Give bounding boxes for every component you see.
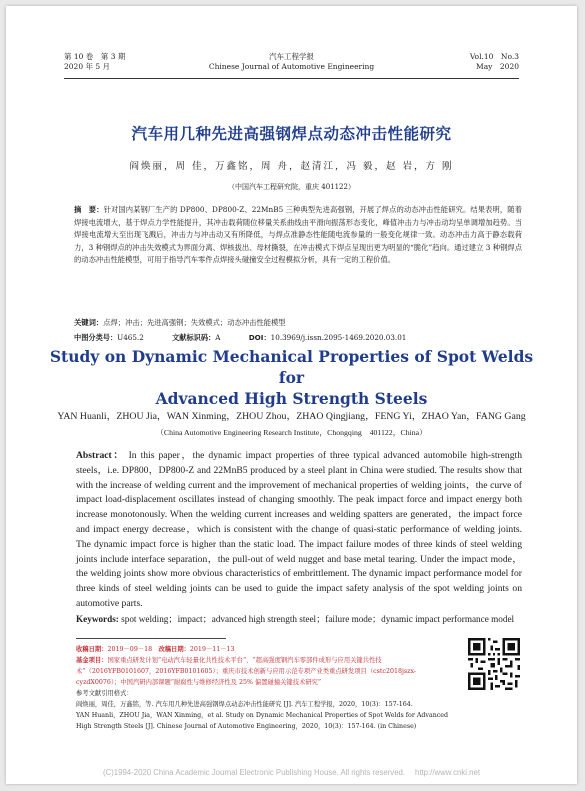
header-volume-en: Vol.10 No.3 (469, 52, 519, 61)
abstract-zh (74, 204, 522, 267)
footnote-cite-zh: 阎焕丽，周佳，万鑫铭，等. 汽车用几种先进高强钢焊点动态冲击性能研究 [J]. 汽车工程学报，2020，10(3)：157-164. (76, 701, 413, 708)
journal-header (64, 52, 519, 79)
affiliation-zh: （中国汽车工程研究院，重庆 401122） (228, 183, 355, 191)
keywords-en-text: spot welding；impact；advanced high strength steel；failure mode；dynamic impact performance model (121, 614, 515, 624)
header-volume-info-en (470, 52, 519, 72)
header-date-en: May 2020 (476, 62, 519, 71)
header-volume: 第 10 卷 第 3 期 (64, 52, 126, 61)
abstract-zh-label: 摘 要： (74, 205, 104, 214)
footnote-fund: 基金项目：国家重点研发计划“电动汽车轻量化共性技术平台”、“超高强度钢汽车零部件成形与应用关键共性技术”（2016YFB0101607，2016YFB0101605）；重庆市技术创新与应用示范专项产业类重点研发项目（cstc2018jszx-cyzdX0076）；中国汽研内部课题“耐腐性与维修经济性及 25% 偏置碰撞关键技术研究” (76, 657, 417, 686)
footnote-cite-label: 参考文献引用格式： (76, 690, 133, 697)
document-code: 文献标识码：A (172, 333, 221, 342)
keywords-zh-text: 点焊；冲击；先进高强钢；失效模式；动态冲击性能模型 (103, 318, 286, 327)
abstract-en (76, 449, 522, 612)
abstract-zh-text: 针对国内某钢厂生产的 DP800、DP800-Z、22MnB5 三种典型先进高强钢，开展了焊点的动态冲击性能研究。结果表明，随着焊接电流增大，基于焊点力学性能提升，其冲击载荷随位移量关系曲线由平滑向振荡形态变化，峰值冲击力与冲击动均呈单调增加趋势。当焊接电流增大至出现飞溅后，冲击力与冲击动又有所降低，与焊点准静态性能随电流参量的一般变化规律一致。动态冲击力高于静态载荷力，3 种钢焊点的冲击失效模式为界面分离、焊核拔出、母材撕裂，在冲击模式下焊点呈现出更为明显的“脆化”趋向。通过建立 3 种钢焊点的动态冲击性能模型，可用于指导汽车零件点焊接头碰撞安全过程模拟分析，具有一定的工程价值。 (74, 205, 522, 265)
authors-en: YAN Huanli，ZHOU Jia，WAN Xinming，ZHOU Zhou，ZHAO Qingjiang，FENG Yi，ZHAO Yan，FANG Gang (57, 411, 526, 422)
class-number: 中图分类号：U465.2 (74, 333, 144, 342)
keywords-zh-label: 关键词： (74, 318, 104, 327)
footnote-dates: 收稿日期：2019－09－18 改稿日期：2019－11－13 (76, 646, 235, 653)
qr-code-icon (468, 638, 520, 690)
footnote (76, 644, 452, 732)
abstract-en-label: Abstract： (76, 450, 125, 461)
doi: DOI：10.3969/j.issn.2095-1469.2020.03.01 (248, 333, 407, 342)
paper-page (6, 6, 577, 784)
authors-zh: 阎焕丽，周 佳，万鑫铭，周 舟，赵清江，冯 毅，赵 岩，方 刚 (129, 161, 454, 172)
keywords-en (76, 611, 522, 625)
copyright-footer: (C)1994-2020 China Academic Journal Electronic Publishing House. All rights reserved. http://www.cnki.net (102, 768, 481, 777)
title-en-line1: Study on Dynamic Mechanical Properties of Spot Welds for (49, 347, 534, 387)
header-journal-name (64, 52, 519, 72)
journal-name-en: Chinese Journal of Automotive Engineering (208, 62, 375, 71)
keywords-en-label: Keywords: (76, 614, 119, 624)
footnote-cite-en: YAN Huanli，ZHOU Jia，WAN Xinming，et al. Study on Dynamic Mechanical Properties of Spot Welds for Advanced High Strength Steels [J]. Chinese Journal of Automotive Engineering，2020，10(3)：157-164. (in Chinese) (76, 712, 449, 730)
affiliation-en: （China Automotive Engineering Research Institute，Chongqing 401122，China） (156, 428, 427, 437)
footnote-divider (76, 638, 226, 639)
paper-title-zh: 汽车用几种先进高强钢焊点动态冲击性能研究 (131, 125, 452, 143)
keywords-zh (74, 318, 522, 328)
journal-name-zh: 汽车工程学报 (269, 52, 314, 61)
header-date-zh: 2020 年 5 月 (64, 62, 111, 71)
abstract-en-text: In this paper，the dynamic impact properties of three typical advanced automobile high-strength steels，i.e. DP800，DP800-Z and 22MnB5 produced by a steel plant in China were studied. The results show that with the increase of welding current and the improvement of mechanical properties of welding joints，the curve of impact load-displacement oscillates instead of changing smoothly. The peak impact force and impact energy both increase monotonously. When the welding current increases and welding spatters are generated，the impact force and impact energy decrease，which is consistent with the change of quasi-static performance of welding joints. The dynamic impact force is higher than the static load. The impact failure modes of three kinds of steel welding joints include interface separation，the pull-out of weld nugget and base metal tearing. Under the impact mode，the welding joints show more obvious characteristics of embrittlement. The dynamic impact performance model for three kinds of steel welding joints can be used to guide the impact safety analysis of the spot welding joints on automotive parts. (76, 450, 522, 609)
paper-title-en (46, 346, 537, 409)
title-en-line2: Advanced High Strength Steels (155, 389, 428, 408)
classification-line (74, 333, 522, 343)
